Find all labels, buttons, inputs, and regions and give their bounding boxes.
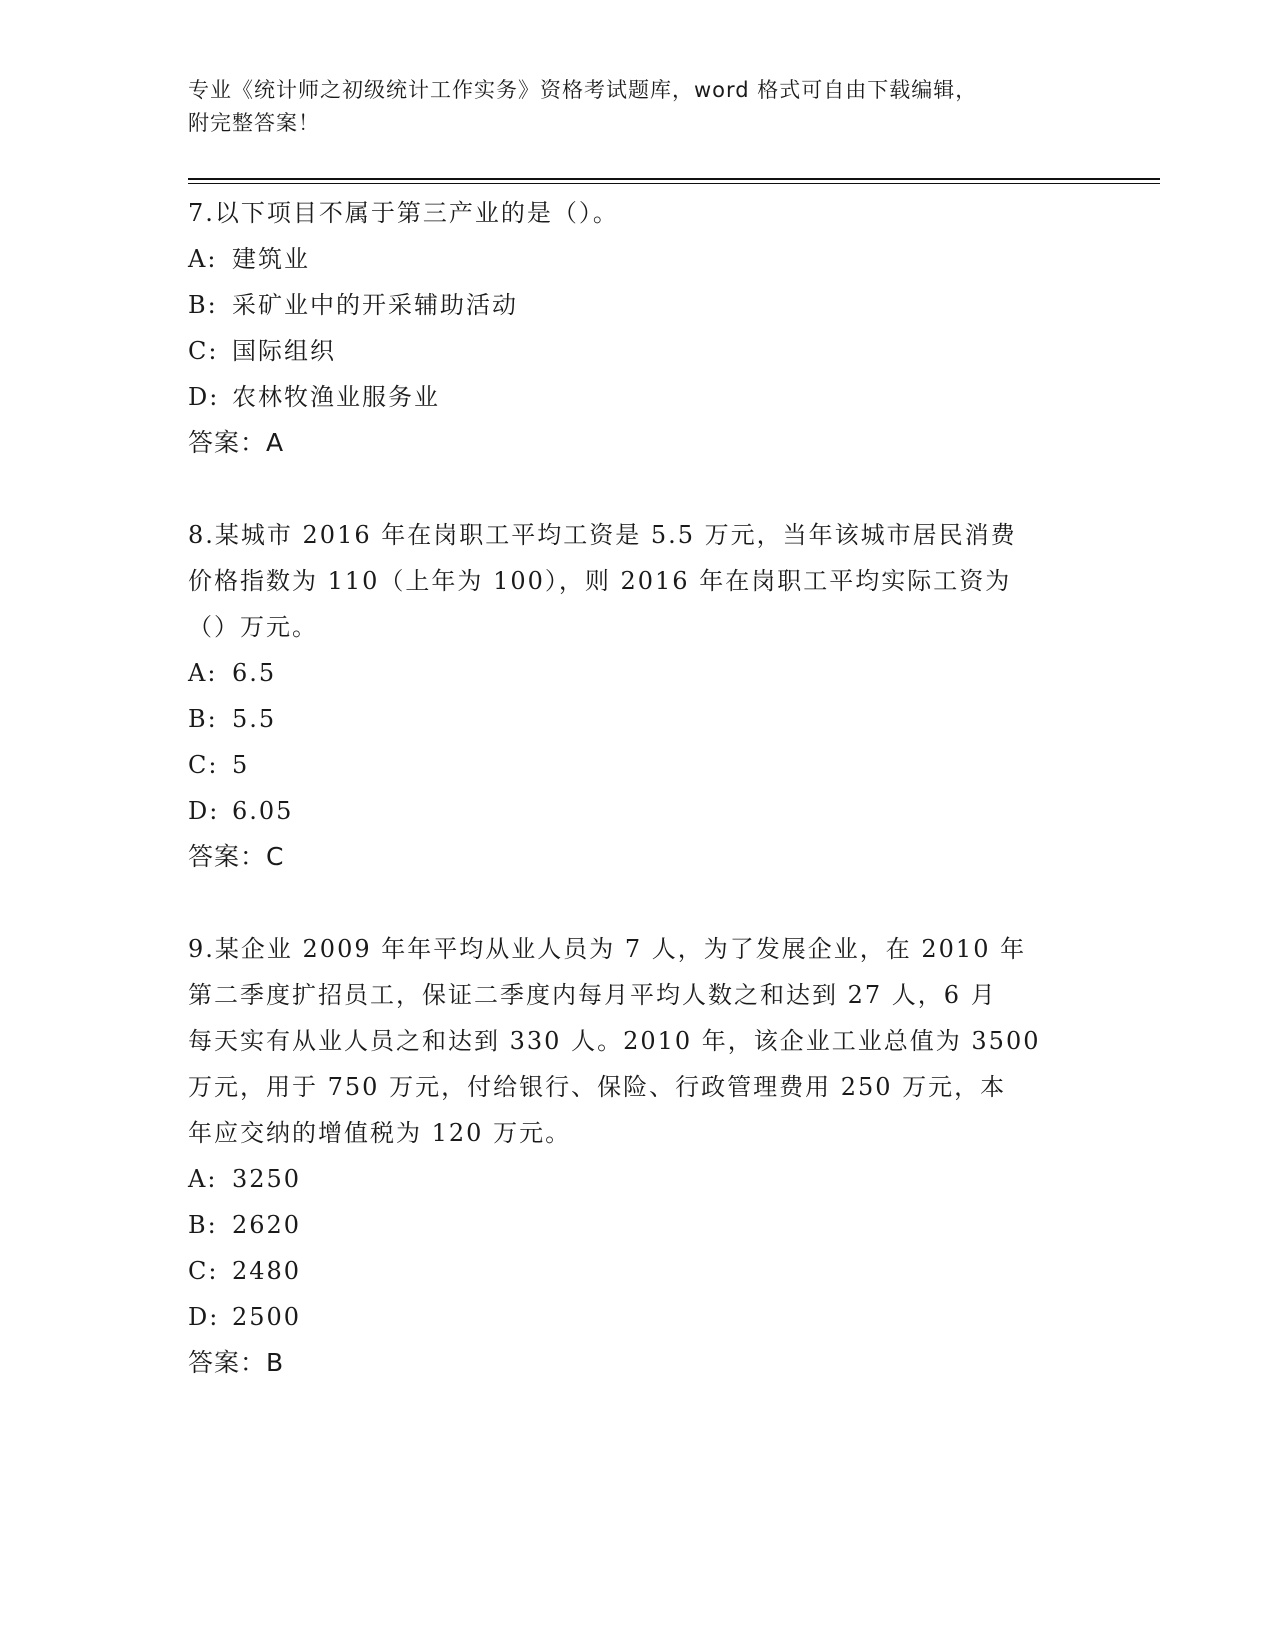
option-letter: D:	[188, 1303, 220, 1331]
option-d	[188, 374, 1088, 420]
option-letter: D:	[188, 383, 220, 411]
option-b	[188, 696, 1088, 742]
answer: 答案：A	[188, 428, 285, 457]
option-letter: A:	[188, 659, 218, 687]
option-letter: D:	[188, 797, 220, 825]
question-8	[188, 512, 1088, 880]
option-text: 5	[232, 751, 250, 779]
question-stem-line-1: 9.某企业 2009 年年平均从业人员为 7 人，为了发展企业，在 2010 年	[188, 935, 1027, 963]
question-stem-line-3: 每天实有从业人员之和达到 330 人。2010 年，该企业工业总值为 3500	[188, 1027, 1041, 1055]
document-header	[188, 74, 1088, 140]
option-d	[188, 1294, 1088, 1340]
option-letter: A:	[188, 1165, 218, 1193]
question-7	[188, 190, 1088, 466]
option-text: 2500	[232, 1303, 302, 1331]
question-stem: 7.以下项目不属于第三产业的是（）。	[188, 199, 619, 227]
option-a	[188, 1156, 1088, 1202]
question-stem-line-4: 万元，用于 750 万元，付给银行、保险、行政管理费用 250 万元，本	[188, 1073, 1007, 1101]
question-stem-line-2: 第二季度扩招员工，保证二季度内每月平均人数之和达到 27 人，6 月	[188, 981, 997, 1009]
option-c	[188, 742, 1088, 788]
option-letter: C:	[188, 337, 219, 365]
option-text: 2620	[232, 1211, 302, 1239]
question-stem-line-1: 8.某城市 2016 年在岗职工平均工资是 5.5 万元，当年该城市居民消费	[188, 521, 1017, 549]
option-a	[188, 236, 1088, 282]
option-text: 6.5	[232, 659, 277, 687]
option-letter: A:	[188, 245, 218, 273]
option-text: 农林牧渔业服务业	[232, 383, 440, 411]
header-line-2: 附完整答案！	[188, 111, 320, 135]
option-a	[188, 650, 1088, 696]
option-text: 国际组织	[232, 337, 336, 365]
question-list	[188, 190, 1088, 1432]
option-letter: C:	[188, 751, 219, 779]
option-c	[188, 328, 1088, 374]
option-letter: B:	[188, 705, 218, 733]
question-stem-line-3: （）万元。	[188, 613, 318, 641]
option-text: 6.05	[232, 797, 294, 825]
header-divider-thick	[188, 178, 1160, 180]
option-text: 5.5	[232, 705, 277, 733]
option-letter: C:	[188, 1257, 219, 1285]
option-text: 建筑业	[232, 245, 310, 273]
option-text: 2480	[232, 1257, 302, 1285]
question-9	[188, 926, 1088, 1386]
header-divider-thin	[188, 183, 1160, 184]
option-letter: B:	[188, 1211, 218, 1239]
question-stem-line-5: 年应交纳的增值税为 120 万元。	[188, 1119, 572, 1147]
option-b	[188, 282, 1088, 328]
option-c	[188, 1248, 1088, 1294]
option-d	[188, 788, 1088, 834]
question-stem-line-2: 价格指数为 110（上年为 100），则 2016 年在岗职工平均实际工资为	[188, 567, 1012, 595]
option-text: 采矿业中的开采辅助活动	[232, 291, 518, 319]
option-b	[188, 1202, 1088, 1248]
answer: 答案：B	[188, 1348, 285, 1377]
header-line-1: 专业《统计师之初级统计工作实务》资格考试题库，word 格式可自由下载编辑，	[188, 78, 978, 102]
answer: 答案：C	[188, 842, 285, 871]
option-text: 3250	[232, 1165, 302, 1193]
option-letter: B:	[188, 291, 218, 319]
